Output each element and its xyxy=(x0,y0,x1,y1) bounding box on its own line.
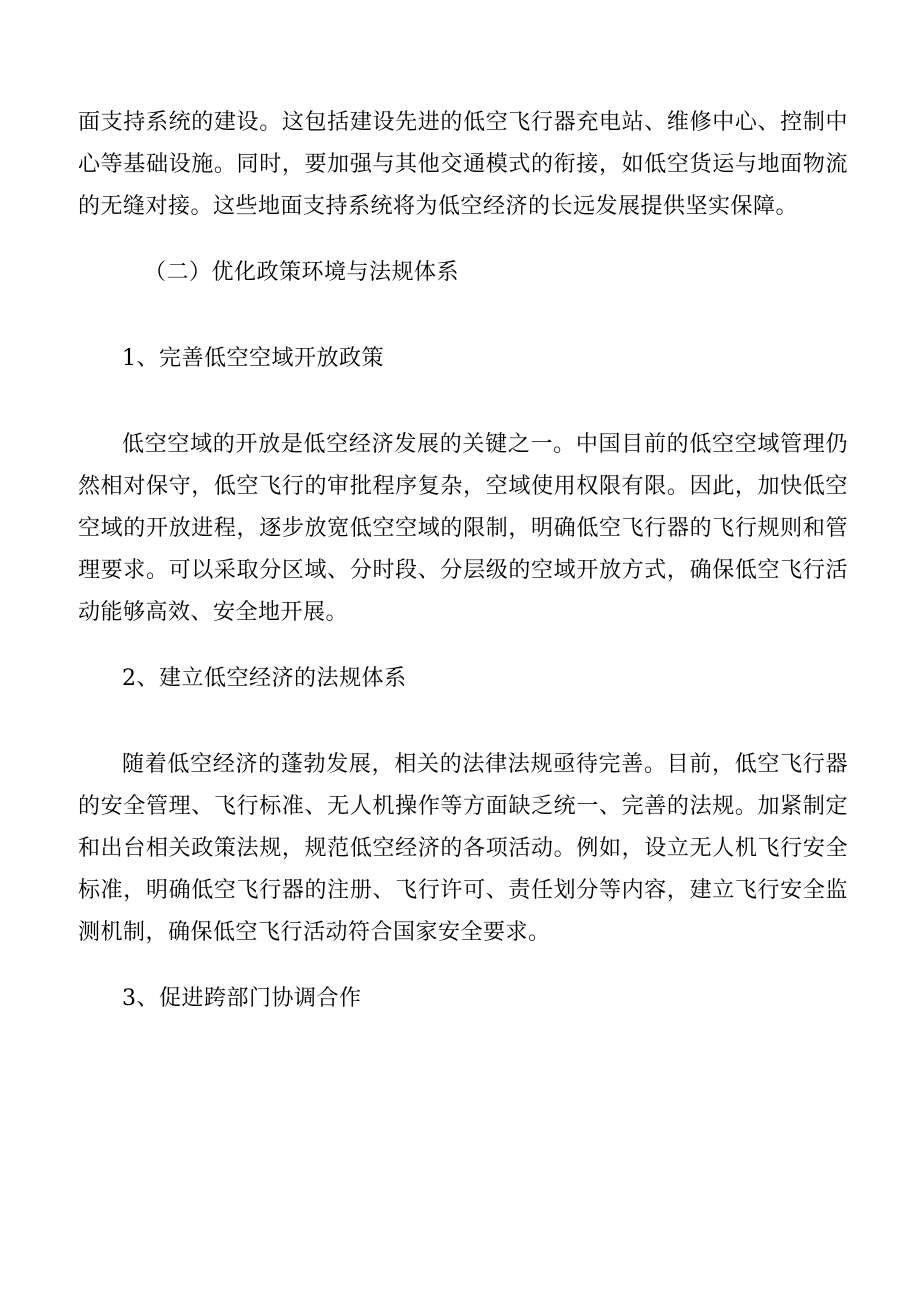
paragraph-regulatory-system: 随着低空经济的蓬勃发展，相关的法律法规亟待完善。目前，低空飞行器的安全管理、飞行标准、无人机操作等方面缺乏统一、完善的法规。加紧制定和出台相关政策法规，规范低空经济的各项活动。例如，设立无人机飞行安全标准，明确低空飞行器的注册、飞行许可、责任划分等内容，建立飞行安全监测机制，确保低空飞行活动符合国家安全要求。 xyxy=(78,752,848,945)
subheading-cross-department-cooperation: 3、促进跨部门协调合作 xyxy=(122,986,362,1011)
document-body xyxy=(78,102,848,1064)
subheading-airspace-opening: 1、完善低空空域开放政策 xyxy=(122,346,384,371)
section-heading-policy-environment: （二）优化政策环境与法规体系 xyxy=(144,260,460,285)
paragraph-airspace-opening: 低空空域的开放是低空经济发展的关键之一。中国目前的低空空域管理仍然相对保守，低空飞行的审批程序复杂，空域使用权限有限。因此，加快低空空域的开放进程，逐步放宽低空空域的限制，明确低空飞行器的飞行规则和管理要求。可以采取分区域、分时段、分层级的空域开放方式，确保低空飞行活动能够高效、安全地开展。 xyxy=(78,432,848,625)
subheading-regulatory-system: 2、建立低空经济的法规体系 xyxy=(122,666,407,691)
paragraph-ground-support: 面支持系统的建设。这包括建设先进的低空飞行器充电站、维修中心、控制中心等基础设施。同时，要加强与其他交通模式的衔接，如低空货运与地面物流的无缝对接。这些地面支持系统将为低空经济的长远发展提供坚实保障。 xyxy=(78,110,848,219)
